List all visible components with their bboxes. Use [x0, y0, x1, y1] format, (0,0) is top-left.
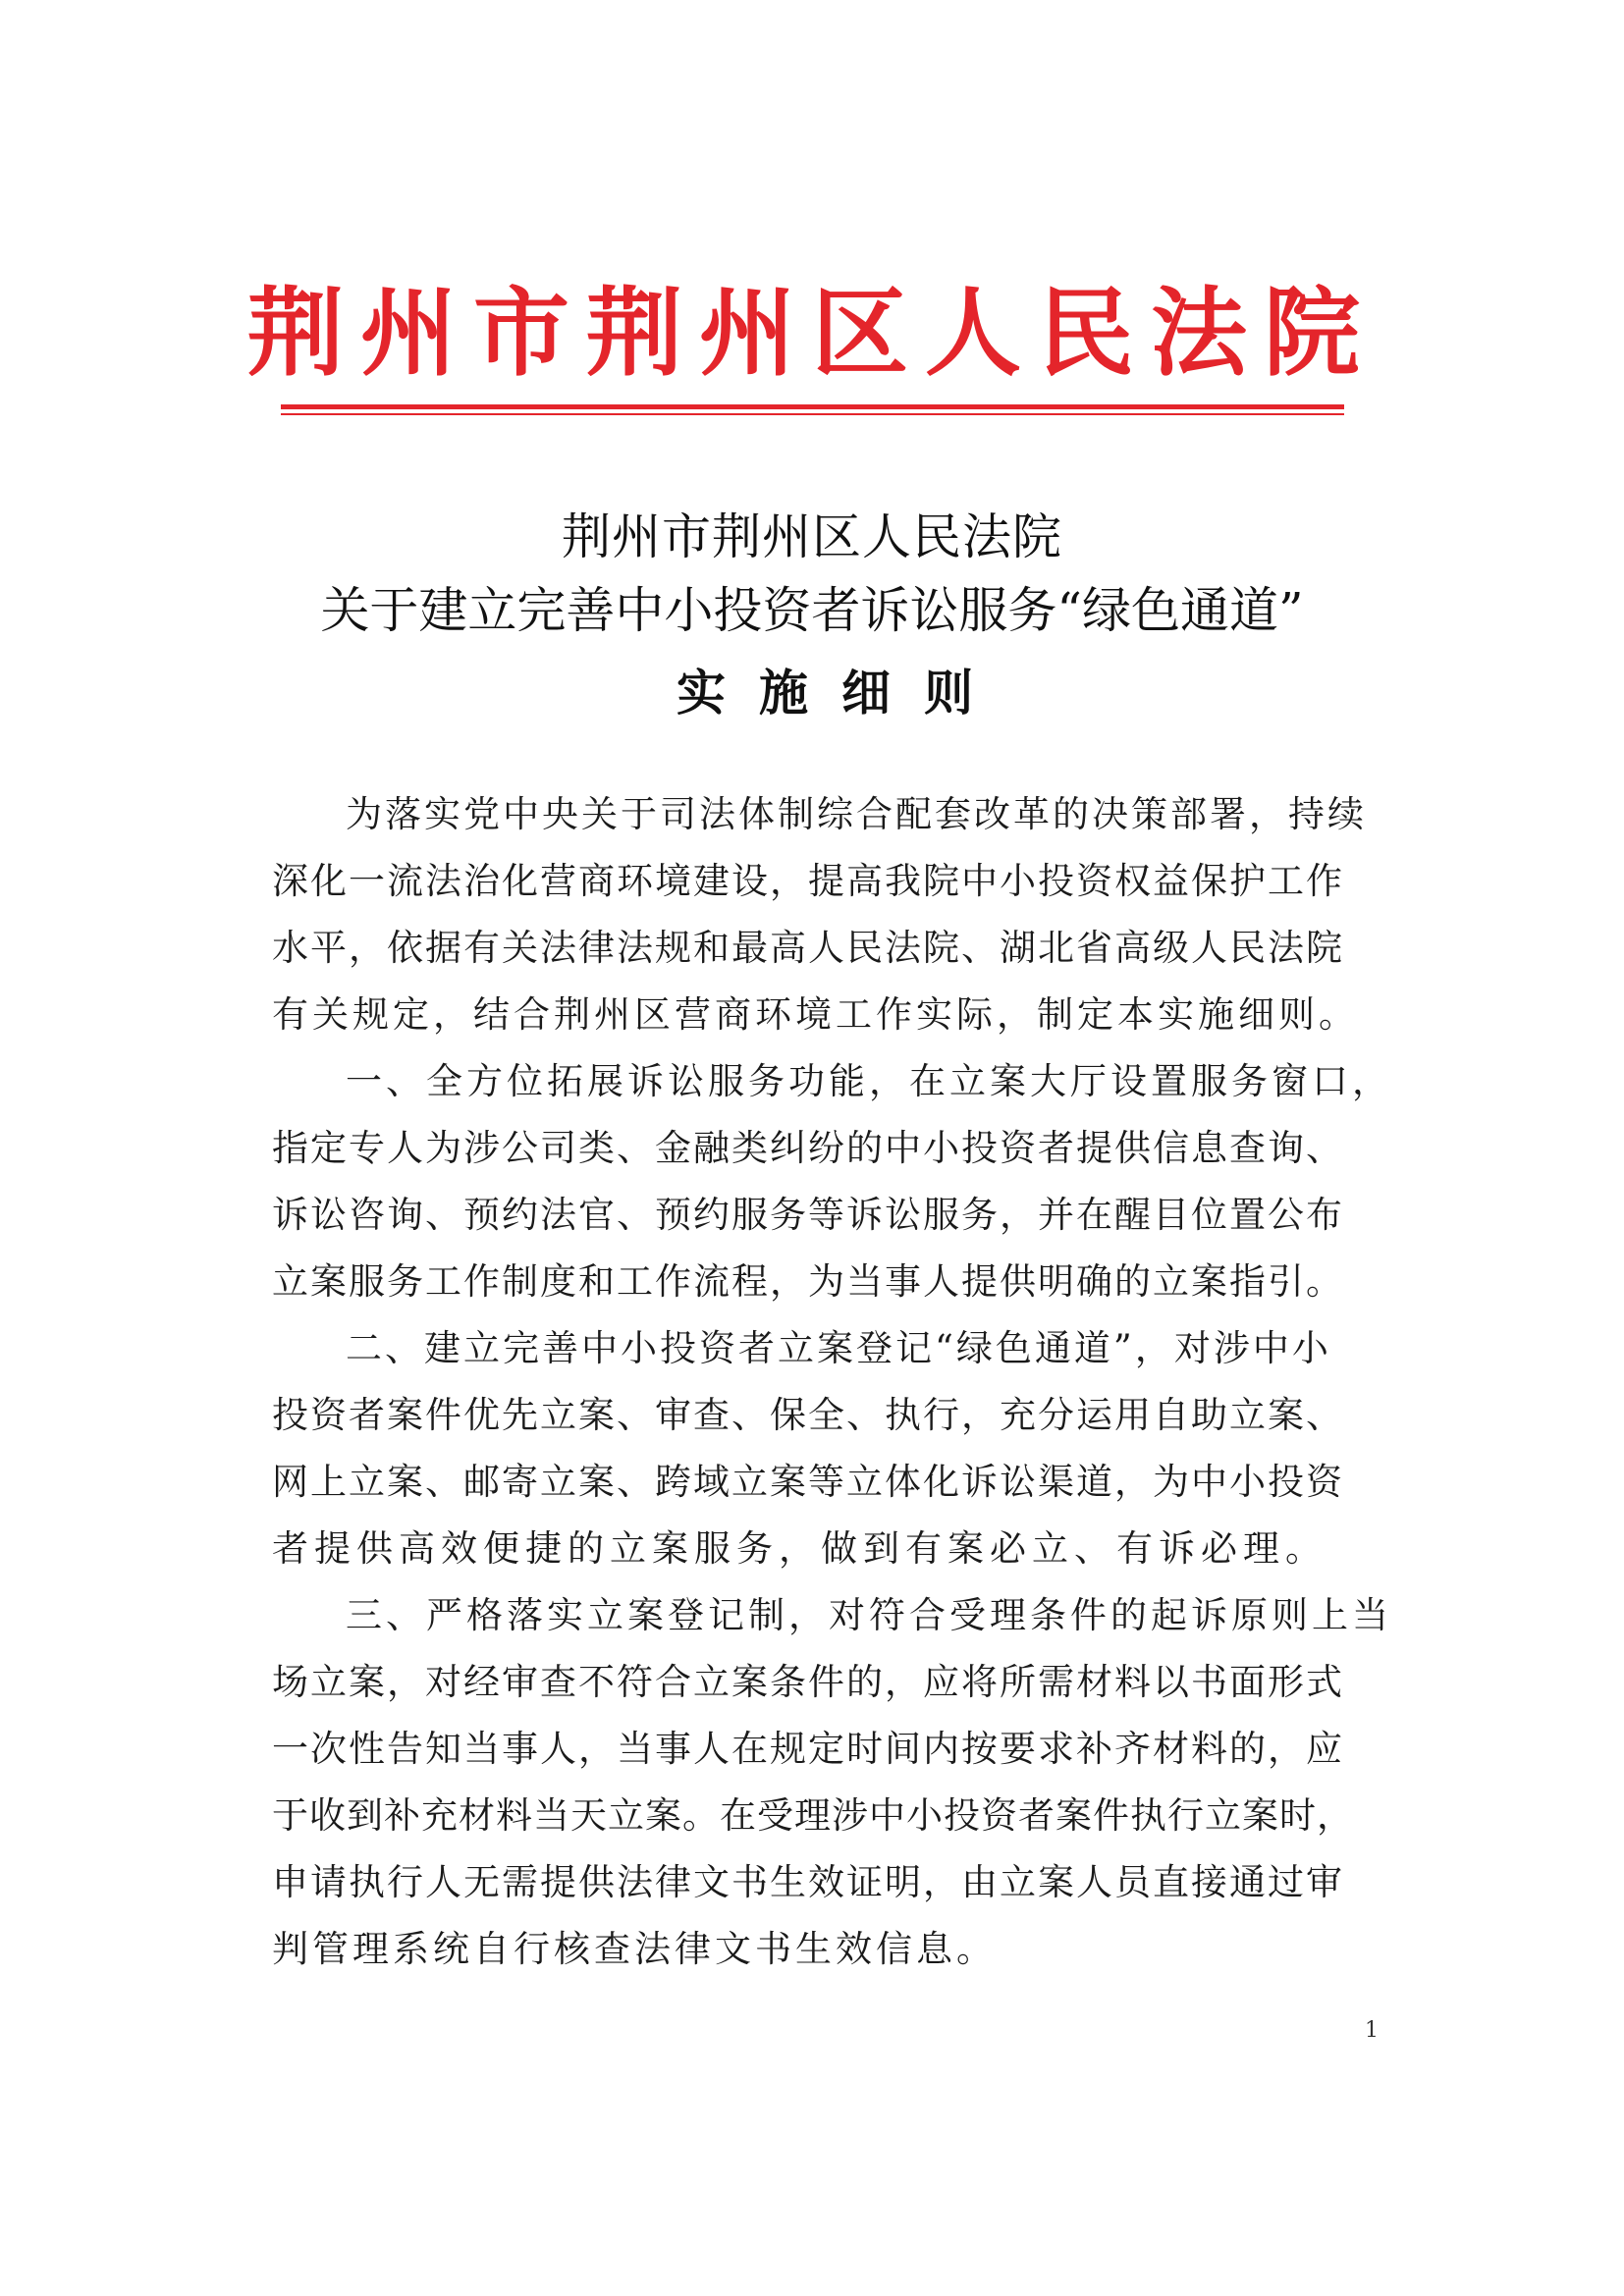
body-line: 网上立案、邮寄立案、跨域立案等立体化诉讼渠道，为中小投资 [272, 1461, 1344, 1503]
court-masthead: 荆州市荆州区人民法院 [246, 278, 1377, 390]
body-line: 三、严格落实立案登记制，对符合受理条件的起诉原则上当 [346, 1594, 1392, 1636]
body-line: 二、建立完善中小投资者立案登记“绿色通道”，对涉中小 [346, 1327, 1331, 1369]
masthead-rule-thick [281, 404, 1344, 409]
body-line: 场立案，对经审查不符合立案条件的，应将所需材料以书面形式 [272, 1661, 1344, 1703]
body-line: 水平，依据有关法律法规和最高人民法院、湖北省高级人民法院 [272, 927, 1344, 969]
body-line: 有关规定，结合荆州区营商环境工作实际，制定本实施细则。 [272, 993, 1359, 1036]
body-line: 申请执行人无需提供法律文书生效证明，由立案人员直接通过审 [272, 1861, 1344, 1903]
body-line: 一、全方位拓展诉讼服务功能，在立案大厅设置服务窗口， [346, 1060, 1392, 1102]
body-line: 为落实党中央关于司法体制综合配套改革的决策部署，持续 [346, 793, 1367, 835]
body-line: 立案服务工作制度和工作流程，为当事人提供明确的立案指引。 [272, 1260, 1344, 1303]
body-line: 判管理系统自行核查法律文书生效信息。 [272, 1928, 997, 1970]
body-line: 诉讼咨询、预约法官、预约服务等诉讼服务，并在醒目位置公布 [272, 1194, 1344, 1236]
body-line: 于收到补充材料当天立案。在受理涉中小投资者案件执行立案时， [272, 1794, 1354, 1837]
body-line: 一次性告知当事人，当事人在规定时间内按要求补齐材料的，应 [272, 1728, 1344, 1770]
masthead-rule-thin [281, 413, 1344, 415]
page-number: 1 [1365, 2018, 1379, 2043]
body-line: 者提供高效便捷的立案服务，做到有案必立、有诉必理。 [272, 1527, 1327, 1570]
document-title-line-3: 实施细则 [677, 664, 1006, 721]
body-line: 投资者案件优先立案、审查、保全、执行，充分运用自助立案、 [272, 1394, 1344, 1436]
body-line: 深化一流法治化营商环境建设，提高我院中小投资权益保护工作 [272, 860, 1344, 902]
body-line: 指定专人为涉公司类、金融类纠纷的中小投资者提供信息查询、 [272, 1127, 1344, 1169]
document-title-line-2: 关于建立完善中小投资者诉讼服务“绿色通道” [320, 582, 1304, 639]
document-title-line-1: 荆州市荆州区人民法院 [562, 508, 1062, 565]
